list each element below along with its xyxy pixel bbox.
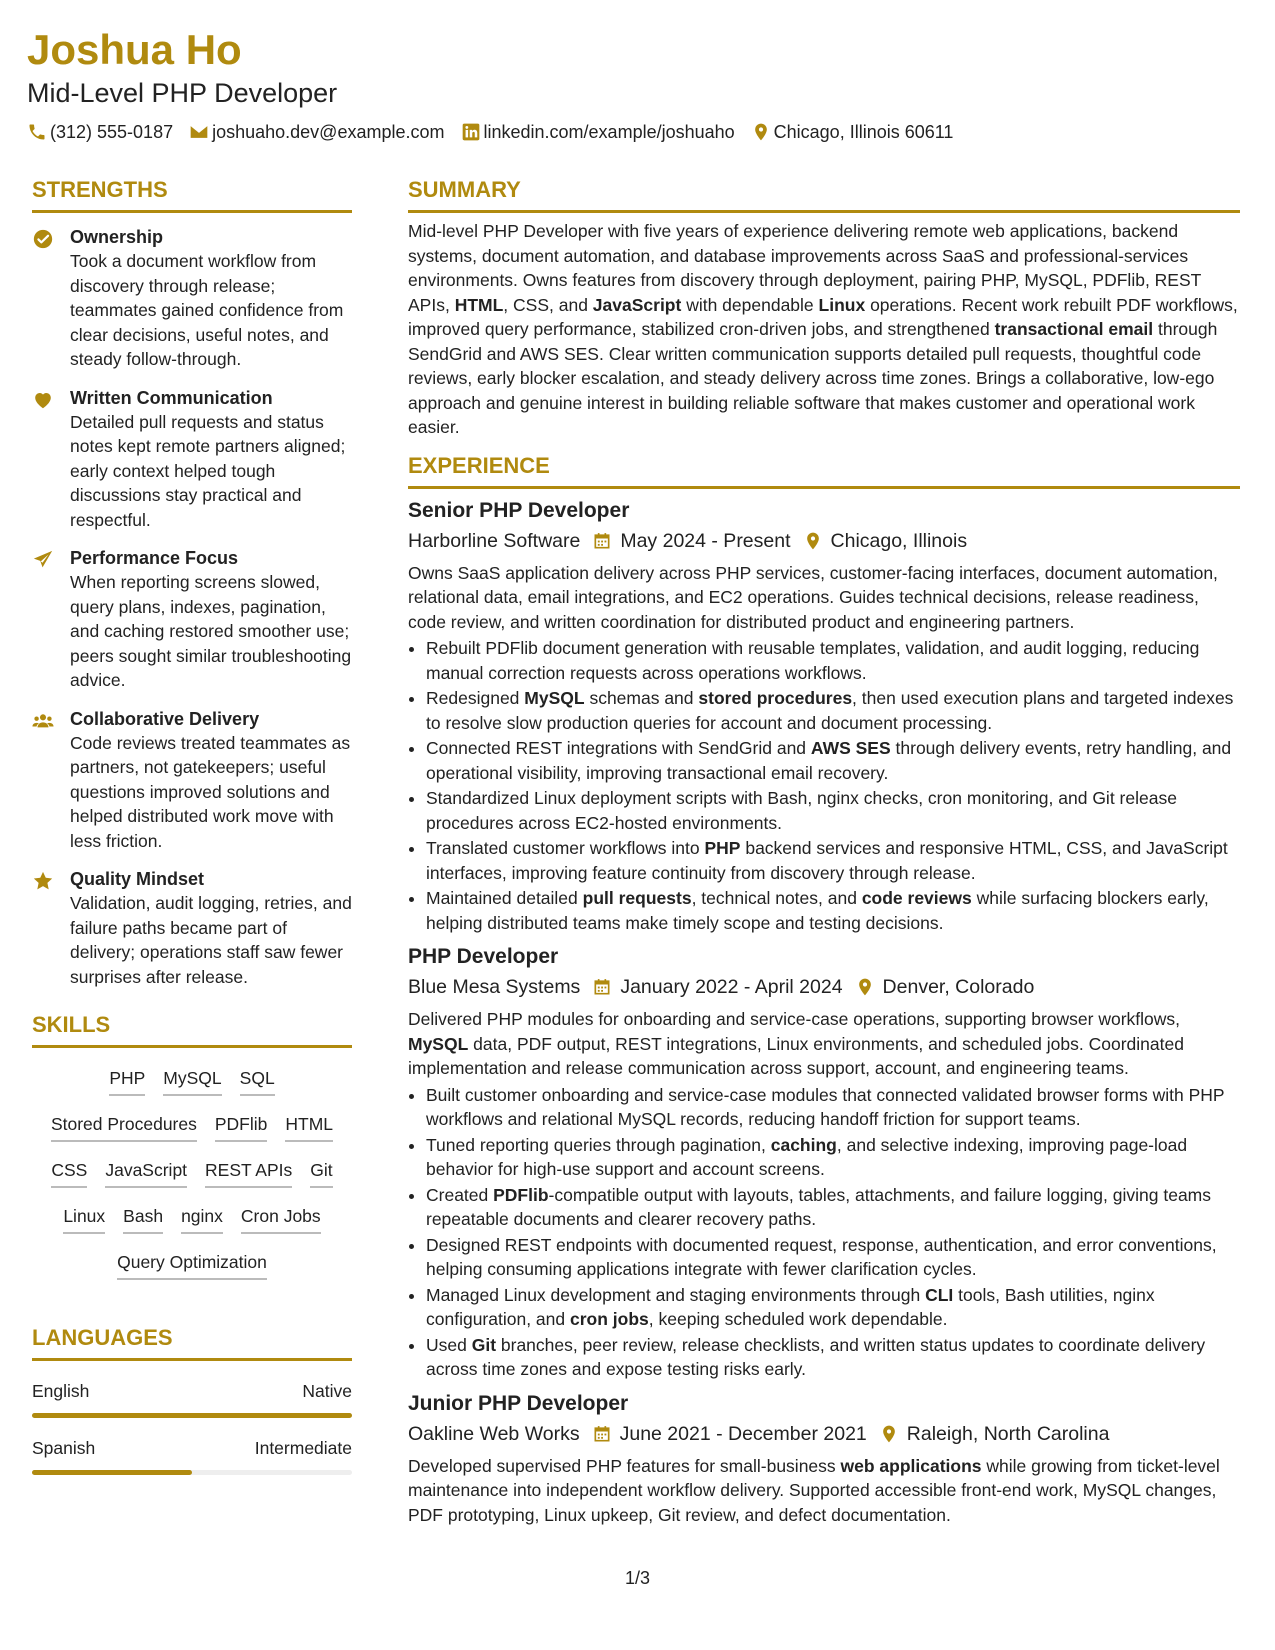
text-segment: operations. Recent work rebuilt PDF workflows, improved query performance, stabilized cron-driven jobs, and strengthened — [408, 294, 1238, 339]
job-description — [408, 1007, 1240, 1081]
job-company: Oakline Web Works — [408, 1422, 580, 1445]
skill-tag: PDFlib — [215, 1112, 268, 1142]
language-level: Intermediate — [254, 1438, 352, 1458]
strength-item — [32, 707, 352, 854]
calendar-icon — [592, 977, 612, 997]
skills-heading: SKILLS — [32, 1011, 352, 1048]
skill-tag: nginx — [181, 1204, 223, 1234]
strength-description: Code reviews treated teammates as partners, not gatekeepers; useful questions improved solutions and helped distributed work move with less friction. — [70, 732, 351, 851]
text-segment: through delivery events, retry handling, and operational visibility, improving transactional email recovery. — [426, 738, 1232, 783]
text-segment: Mid-level PHP Developer with five years of experience delivering remote web applications, backend systems, document automation, and database improvements across SaaS and professional-services environments. Owns features from discovery through deployment, pairing PHP, MySQL, PDFlib, REST APIs, — [408, 221, 1202, 315]
strength-icon-wrap — [32, 386, 70, 533]
job-dates-text: January 2022 - April 2024 — [620, 976, 843, 998]
bold-text: transactional email — [994, 319, 1154, 339]
text-segment: Redesigned — [426, 688, 525, 708]
skills-section — [32, 1011, 352, 1290]
job-dates — [580, 527, 790, 555]
language-level: Native — [302, 1381, 352, 1401]
text-segment: through SendGrid and AWS SES. Clear written communication supports detailed pull requests, thoughtful code reviews, early blocker escalation, and steady delivery across time zones. Brings a collaborative, low-ego approach and genuine interest in building reliable software that makes customer and operational work easier. — [408, 319, 1218, 437]
skill-tag: PHP — [109, 1066, 145, 1096]
strength-item — [32, 386, 352, 533]
job-location — [843, 973, 1035, 1001]
job-bullet — [426, 886, 1240, 935]
job-company: Harborline Software — [408, 529, 581, 552]
star-icon — [32, 870, 54, 892]
strength-title: Performance Focus — [70, 548, 239, 568]
strength-body — [70, 867, 352, 989]
strength-title: Quality Mindset — [70, 869, 205, 889]
text-segment: schemas and — [584, 688, 699, 708]
paper-plane-icon — [32, 549, 54, 571]
job-location-text: Raleigh, North Carolina — [906, 1422, 1110, 1445]
strength-item — [32, 867, 352, 989]
jobs-list — [408, 497, 1240, 1528]
job-dates-text: June 2021 - December 2021 — [619, 1422, 867, 1445]
job-title: Senior PHP Developer — [408, 498, 630, 522]
job-bullet — [426, 1133, 1240, 1182]
email-text: joshuaho.dev@example.com — [212, 122, 445, 142]
bold-text: MySQL — [408, 1033, 469, 1054]
left-column — [32, 176, 352, 1475]
text-segment: while growing from ticket-level maintenance into independent workflow delivery. Supported accessible front-end work, MySQL changes, PDF prototyping, Linux upkeep, Git review, and defect documentation. — [408, 1455, 1220, 1525]
language-name: Spanish — [32, 1438, 96, 1458]
job-bullet — [426, 1083, 1240, 1132]
job-bullet — [426, 1333, 1240, 1382]
text-segment: , then used execution plans and targeted indexes to resolve slow production queries for account and document processing. — [426, 688, 1234, 733]
language-proficiency-fill — [32, 1413, 352, 1418]
right-column — [408, 176, 1240, 1527]
bold-text: PHP — [704, 838, 741, 858]
skill-tag: CSS — [51, 1158, 87, 1188]
text-segment: , CSS, and — [503, 294, 593, 315]
job-company: Blue Mesa Systems — [408, 976, 581, 998]
strength-item — [32, 225, 352, 372]
skill-tag: HTML — [285, 1112, 333, 1142]
strengths-section — [32, 176, 352, 989]
check-circle-icon — [32, 228, 54, 250]
contact-phone[interactable] — [27, 120, 173, 144]
job-meta — [408, 973, 1240, 1001]
strengths-list — [32, 225, 352, 989]
strengths-heading: STRENGTHS — [32, 176, 352, 213]
users-icon — [32, 710, 54, 732]
job-title: PHP Developer — [408, 945, 559, 968]
job-dates — [580, 1420, 867, 1448]
map-pin-icon — [879, 1424, 899, 1444]
job-bullets — [408, 636, 1240, 935]
candidate-title: Mid-Level PHP Developer — [27, 78, 338, 108]
strength-title: Ownership — [70, 227, 164, 247]
text-segment: Developed supervised PHP features for small-business — [408, 1455, 841, 1476]
skill-tag: Linux — [63, 1204, 105, 1234]
strength-body — [70, 386, 352, 533]
skill-tag: Query Optimization — [117, 1250, 267, 1280]
job-bullet — [426, 836, 1240, 885]
text-segment: Managed Linux development and staging environments through — [426, 1284, 926, 1305]
strength-icon-wrap — [32, 225, 70, 372]
contact-email[interactable] — [189, 120, 444, 144]
text-segment: Rebuilt PDFlib document generation with reusable templates, validation, and audit logging, reducing manual correction requests across operations workflows. — [426, 638, 1200, 683]
job-entry — [408, 943, 1240, 1382]
strength-item — [32, 546, 352, 693]
skill-tag: Bash — [123, 1204, 163, 1234]
candidate-name: Joshua Ho — [27, 26, 242, 73]
page-indicator: 1/3 — [624, 1568, 651, 1588]
job-bullet — [426, 636, 1240, 685]
experience-section — [408, 452, 1240, 1528]
text-segment: Maintained detailed — [426, 888, 583, 908]
languages-heading: LANGUAGES — [32, 1324, 352, 1361]
job-dates-text: May 2024 - Present — [620, 529, 791, 552]
strength-title: Written Communication — [70, 387, 273, 408]
job-location — [867, 1420, 1110, 1448]
text-segment: , keeping scheduled work dependable. — [648, 1309, 948, 1329]
summary-heading: SUMMARY — [408, 176, 1240, 213]
text-segment: branches, peer review, release checklists, and written status updates to coordinate delivery across time zones and expose testing risks early. — [426, 1334, 1206, 1379]
summary-section — [408, 176, 1240, 440]
envelope-icon — [189, 122, 209, 142]
location-text: Chicago, Illinois 60611 — [773, 122, 954, 142]
bold-text: AWS SES — [810, 738, 891, 758]
strength-body — [70, 225, 352, 372]
languages-list — [32, 1379, 352, 1475]
skill-tag: REST APIs — [205, 1158, 292, 1188]
skill-tag: JavaScript — [105, 1158, 187, 1188]
job-bullets — [408, 1083, 1240, 1382]
language-proficiency-bar — [32, 1470, 352, 1475]
strength-icon-wrap — [32, 707, 70, 854]
bold-text: PDFlib — [493, 1184, 549, 1205]
language-name: English — [32, 1381, 90, 1401]
resume-header — [27, 24, 1247, 144]
text-segment: Designed REST endpoints with documented request, response, authentication, and error conventions, helping consuming applications integrate with fewer clarification cycles. — [426, 1234, 1217, 1279]
calendar-icon — [592, 531, 612, 551]
job-location-text: Denver, Colorado — [882, 976, 1035, 998]
text-segment: tools, Bash utilities, nginx configuration, and — [426, 1284, 1155, 1329]
experience-heading: EXPERIENCE — [408, 452, 1240, 489]
summary-text — [408, 219, 1240, 440]
skill-tag: Stored Procedures — [51, 1112, 197, 1142]
bold-text: pull requests — [582, 888, 692, 908]
text-segment: Created — [426, 1184, 494, 1205]
text-segment: Delivered PHP modules for onboarding and service-case operations, supporting browser workflows, — [408, 1009, 1181, 1029]
skill-tag: Cron Jobs — [241, 1204, 321, 1234]
text-segment: Connected REST integrations with SendGrid and — [426, 738, 811, 758]
text-segment: -compatible output with layouts, tables, attachments, and failure logging, giving teams repeatable documents and clearer recovery paths. — [426, 1184, 1212, 1229]
text-segment: , technical notes, and — [691, 888, 862, 908]
language-item — [32, 1379, 352, 1418]
language-item — [32, 1436, 352, 1475]
job-meta — [408, 527, 1240, 555]
job-bullet — [426, 1283, 1240, 1332]
languages-section — [32, 1324, 352, 1475]
bold-text: HTML — [454, 294, 504, 315]
strength-title: Collaborative Delivery — [70, 708, 260, 729]
text-segment: Standardized Linux deployment scripts with Bash, nginx checks, cron monitoring, and Git release procedures across EC2-hosted environments. — [426, 788, 1177, 833]
language-row — [32, 1436, 352, 1460]
skills-list — [32, 1060, 352, 1290]
linkedin-icon — [461, 122, 481, 142]
strength-icon-wrap — [32, 546, 70, 693]
job-bullet — [426, 1183, 1240, 1232]
language-proficiency-bar — [32, 1413, 352, 1418]
job-bullet — [426, 1233, 1240, 1282]
strength-icon-wrap — [32, 867, 70, 989]
text-segment: while surfacing blockers early, helping distributed teams make timely scope and testing decisions. — [426, 888, 1209, 933]
strength-body — [70, 707, 352, 854]
text-segment: Used — [426, 1334, 472, 1355]
job-description — [408, 561, 1240, 635]
bold-text: JavaScript — [592, 294, 682, 315]
skill-tag: MySQL — [163, 1066, 221, 1096]
job-bullet — [426, 786, 1240, 835]
text-segment: , and selective indexing, improving page-load behavior for high-use support and account screens. — [426, 1134, 1188, 1179]
strength-description: Validation, audit logging, retries, and failure paths became part of delivery; operations staff saw fewer surprises after release. — [70, 893, 352, 987]
job-location-text: Chicago, Illinois — [830, 529, 968, 552]
bold-text: MySQL — [524, 688, 585, 708]
text-segment: with dependable — [681, 294, 819, 315]
bold-text: web applications — [840, 1455, 982, 1476]
bold-text: caching — [770, 1134, 837, 1155]
contact-location — [751, 120, 954, 144]
language-row — [32, 1379, 352, 1403]
calendar-icon — [592, 1424, 612, 1444]
job-entry — [408, 1390, 1240, 1528]
job-meta — [408, 1420, 1240, 1448]
heart-icon — [32, 389, 54, 411]
job-dates — [580, 973, 842, 1001]
job-bullet — [426, 736, 1240, 785]
strength-description: When reporting screens slowed, query plans, indexes, pagination, and caching restored smoother use; peers sought similar troubleshooting advice. — [70, 572, 352, 690]
contact-linkedin[interactable] — [461, 120, 735, 144]
job-bullet — [426, 686, 1240, 735]
bold-text: Git — [471, 1334, 497, 1355]
text-segment: Built customer onboarding and service-case modules that connected validated browser forms with PHP workflows and relational MySQL records, reducing handoff friction for support teams. — [426, 1084, 1225, 1129]
skill-tag: SQL — [240, 1066, 275, 1096]
text-segment: Tuned reporting queries through pagination, — [426, 1134, 771, 1155]
map-pin-icon — [751, 122, 771, 142]
job-location — [791, 527, 968, 555]
bold-text: cron jobs — [570, 1309, 649, 1329]
map-pin-icon — [855, 977, 875, 997]
bold-text: code reviews — [861, 888, 972, 908]
text-segment: backend services and responsive HTML, CSS, and JavaScript interfaces, improving feature continuity from discovery through release. — [426, 838, 1228, 883]
job-entry — [408, 497, 1240, 936]
bold-text: CLI — [925, 1284, 954, 1305]
language-proficiency-fill — [32, 1470, 192, 1475]
strength-description: Detailed pull requests and status notes kept remote partners aligned; early context helped tough discussions stay practical and respectful. — [70, 411, 346, 530]
bold-text: Linux — [818, 294, 866, 315]
job-description — [408, 1454, 1240, 1528]
skill-tag: Git — [310, 1158, 332, 1188]
phone-icon — [27, 122, 47, 142]
bold-text: stored procedures — [698, 688, 853, 708]
phone-text: (312) 555-0187 — [50, 122, 174, 142]
strength-body — [70, 546, 352, 693]
map-pin-icon — [803, 531, 823, 551]
text-segment: data, PDF output, REST integrations, Linux environments, and scheduled jobs. Coordinated implementation and release communication across support, account, and engineering teams. — [408, 1033, 1184, 1078]
text-segment: Owns SaaS application delivery across PHP services, customer-facing interfaces, document automation, relational data, email integrations, and EC2 operations. Guides technical decisions, release readiness, code review, and written coordination for distributed product and engineering partners. — [408, 562, 1218, 632]
linkedin-text: linkedin.com/example/joshuaho — [483, 122, 735, 142]
contact-bar — [27, 120, 1247, 144]
strength-description: Took a document workflow from discovery through release; teammates gained confidence from clear decisions, useful notes, and steady follow-through. — [70, 251, 344, 369]
text-segment: Translated customer workflows into — [426, 838, 705, 858]
job-title: Junior PHP Developer — [408, 1391, 629, 1415]
